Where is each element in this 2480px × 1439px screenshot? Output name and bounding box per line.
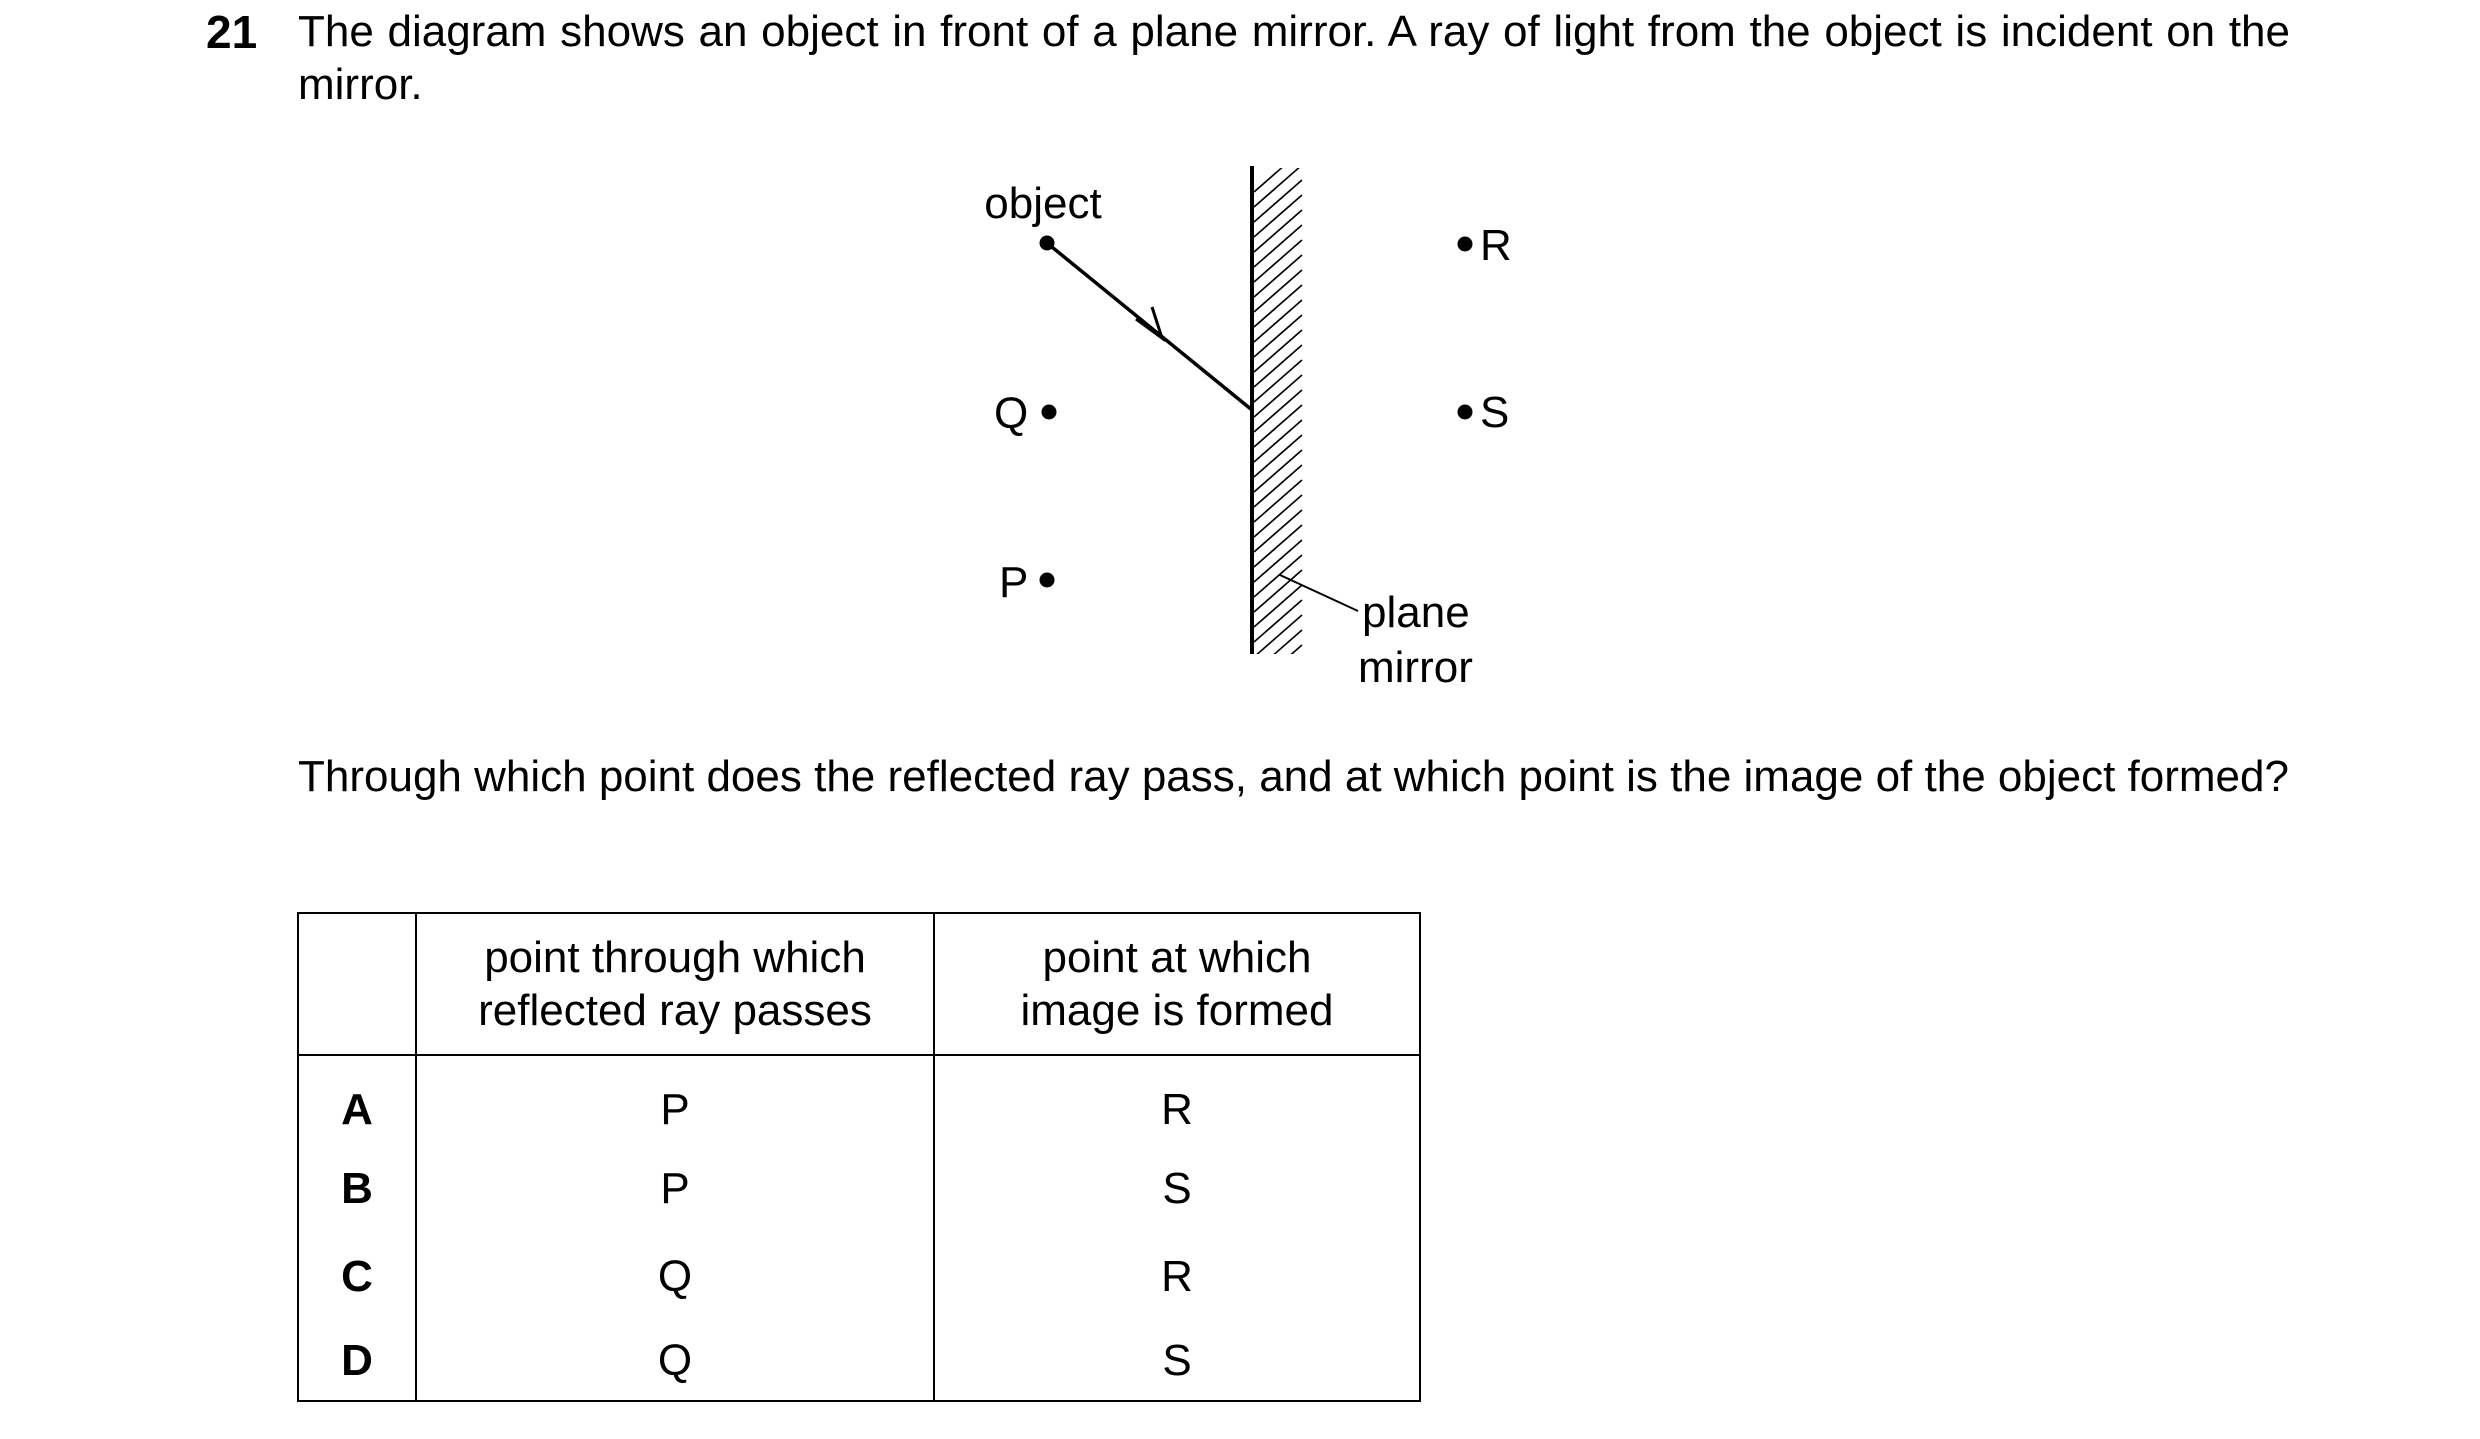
hatch-line	[1254, 675, 1302, 717]
object-dot	[1040, 236, 1055, 251]
option-ray-point: P	[416, 1055, 934, 1144]
point-r-label: R	[1480, 221, 1512, 270]
header-image-point	[934, 913, 1420, 1055]
point-r-dot	[1458, 237, 1473, 252]
table-header-row	[298, 913, 1420, 1055]
option-image-point: R	[934, 1232, 1420, 1320]
option-ray-point: Q	[416, 1320, 934, 1401]
option-image-point: S	[934, 1144, 1420, 1232]
point-p-dot	[1040, 573, 1055, 588]
option-ray-point: Q	[416, 1232, 934, 1320]
question-prompt: Through which point does the reflected ray pass, and at which point is the image of the object formed?	[298, 752, 2289, 801]
question-number: 21	[206, 6, 258, 58]
mirror-hatching	[1254, 150, 1302, 732]
object-label: object	[984, 179, 1102, 228]
mirror-label-line2: mirror	[1358, 643, 1473, 692]
hatch-line	[1254, 660, 1302, 702]
header-image-point-line1: point at which	[1042, 933, 1312, 982]
option-letter: D	[298, 1320, 416, 1401]
header-ray-point-line2: reflected ray passes	[478, 986, 872, 1035]
option-row-d[interactable]	[298, 1320, 1420, 1401]
incident-ray	[1047, 243, 1252, 410]
answer-options-table	[297, 912, 1421, 1402]
mirror-label-line1: plane	[1362, 588, 1470, 637]
question-stem: The diagram shows an object in front of a plane mirror. A ray of light from the object is incident on the mirror.	[298, 7, 2290, 109]
point-p-label: P	[999, 558, 1029, 607]
option-letter: B	[298, 1144, 416, 1232]
header-ray-point	[416, 913, 934, 1055]
option-letter: C	[298, 1232, 416, 1320]
option-image-point: S	[934, 1320, 1420, 1401]
point-s-dot	[1458, 405, 1473, 420]
option-row-b[interactable]	[298, 1144, 1420, 1232]
ray-arrowhead	[1136, 307, 1162, 338]
point-q-dot	[1042, 405, 1057, 420]
header-image-point-line2: image is formed	[1020, 986, 1334, 1035]
header-letter-cell	[298, 913, 416, 1055]
option-row-c[interactable]	[298, 1232, 1420, 1320]
header-ray-point-line1: point through which	[484, 933, 866, 982]
hatch-line	[1254, 690, 1302, 732]
option-letter: A	[298, 1055, 416, 1144]
point-q-label: Q	[994, 389, 1029, 438]
option-ray-point: P	[416, 1144, 934, 1232]
option-row-a[interactable]	[298, 1055, 1420, 1144]
point-s-label: S	[1480, 388, 1510, 437]
option-image-point: R	[934, 1055, 1420, 1144]
